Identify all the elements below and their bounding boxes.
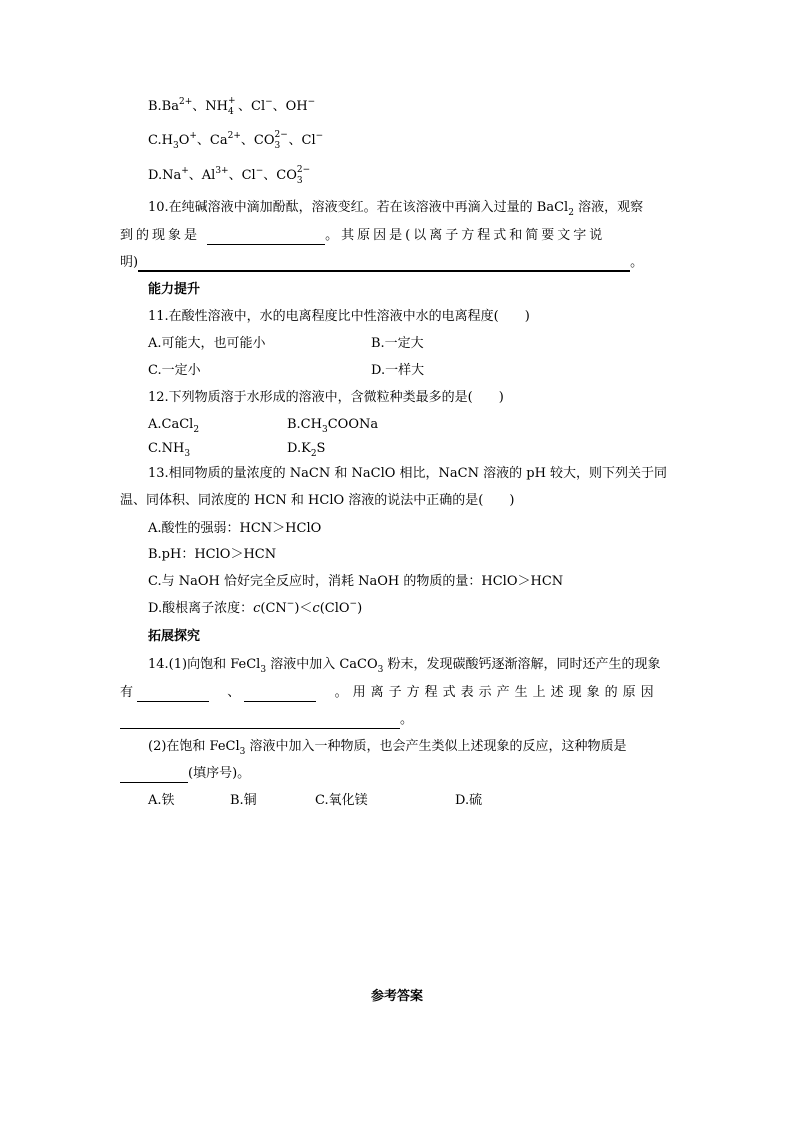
- q10-text: 到的现象是: [120, 228, 201, 243]
- q13-stem-line2: 温、同体积、同浓度的 HCN 和 HClO 溶液的说法中正确的是( ): [120, 493, 515, 508]
- q14-text: 溶液中加入 CaCO: [266, 657, 378, 672]
- q9d-sup: 3+: [215, 166, 229, 176]
- q14-answer-blank-3[interactable]: [120, 714, 400, 729]
- q14-part1-line2: [120, 684, 659, 702]
- q13-option-b: B.pH：HClO＞HCN: [148, 547, 277, 562]
- q12-option-d: [287, 440, 325, 458]
- q13d-text: c: [253, 601, 261, 616]
- q13d-sup: −: [286, 599, 295, 609]
- q9b-supsub: [228, 95, 238, 117]
- q13d-text: (CN: [260, 601, 287, 616]
- q12c-text: C.NH: [148, 441, 185, 456]
- q14-answer-blank-4[interactable]: [120, 768, 188, 783]
- q14-text: 溶液中加入一种物质，也会产生类似上述现象的反应，这种物质是: [245, 739, 627, 754]
- q13d-text: (ClO: [319, 601, 350, 616]
- q12-option-a: [148, 416, 199, 434]
- q14-text: 、: [227, 685, 241, 700]
- q9c-sup: 2+: [227, 131, 241, 141]
- section-heading-ability: 能力提升: [148, 282, 201, 297]
- q10-answer-blank-1[interactable]: [207, 230, 325, 245]
- q13d-text: c: [312, 601, 320, 616]
- q9d-sup: +: [181, 166, 189, 176]
- q14-text: 有: [120, 685, 134, 700]
- q14-sub: 3: [239, 747, 246, 757]
- q12-option-c: [148, 440, 190, 458]
- q9c-text: 、: [240, 133, 254, 148]
- q14-option-a: A.铁: [148, 793, 175, 808]
- q9c-text: CO: [253, 133, 275, 148]
- q9d-sub: 3: [296, 175, 303, 186]
- q10-text: 10.在纯碱溶液中滴加酚酞，溶液变红。若在该溶液中再滴入过量的 BaCl: [148, 200, 569, 215]
- q14-text: (填序号)。: [188, 766, 251, 781]
- q9d-supsub: [296, 164, 311, 186]
- q10-text: 溶液，观察: [573, 200, 644, 215]
- q14-text: 14.(1)向饱和 FeCl: [148, 657, 261, 672]
- q10-text: 。: [630, 255, 644, 270]
- q13d-text: ): [357, 601, 363, 616]
- q14-option-c: C.氧化镁: [315, 793, 368, 808]
- q14-text: (2)在饱和 FeCl: [148, 739, 240, 754]
- q14-option-b: B.铜: [230, 793, 257, 808]
- q9b-sub: 4: [228, 106, 234, 117]
- q14-sub: 3: [260, 665, 267, 675]
- q12b-text: COONa: [327, 417, 379, 432]
- q9c-text: 、Ca: [196, 133, 228, 148]
- q10-text: 明): [120, 255, 139, 270]
- q14-answer-blank-2[interactable]: [244, 687, 316, 702]
- section-heading-extension: 拓展探究: [148, 629, 201, 644]
- q12d-sub: 2: [310, 449, 317, 459]
- q12d-text: S: [316, 441, 326, 456]
- q13d-sup: −: [349, 599, 358, 609]
- q14-part1-line1: [148, 656, 661, 674]
- q11-option-c: C.一定小: [148, 363, 201, 378]
- q9b-sup: +: [228, 95, 236, 106]
- q9c-text: C.H: [148, 133, 173, 148]
- q10-line3: [120, 254, 643, 272]
- q9b-sup: −: [265, 97, 273, 107]
- q9-option-b: [148, 95, 316, 117]
- q12d-text: D.K: [287, 441, 311, 456]
- q13-option-c: C.与 NaOH 恰好完全反应时，消耗 NaOH 的物质的量：HClO＞HCN: [148, 574, 564, 589]
- q13-option-a: A.酸性的强弱：HCN＞HClO: [148, 521, 322, 536]
- q9d-text: 、Al: [188, 168, 216, 183]
- q9d-text: CO: [276, 168, 297, 183]
- q11-option-a: A.可能大，也可能小: [148, 336, 266, 351]
- q9c-sup: +: [189, 131, 197, 141]
- q9-option-d: [148, 164, 311, 186]
- q9b-text: 、OH: [272, 99, 308, 114]
- q9b-sup: −: [307, 97, 316, 107]
- q14-text: 。用离子方程式表示产生上述现象的原因: [334, 685, 659, 700]
- q9c-text: 、Cl: [288, 133, 316, 148]
- q13-option-d: [148, 600, 362, 618]
- answer-heading: 参考答案: [370, 989, 423, 1004]
- q10-text: 。其原因是(以离子方程式和简要文字说: [325, 228, 606, 243]
- q9c-sub: 3: [172, 141, 179, 151]
- q9c-sup: −: [315, 131, 324, 141]
- q9d-text: 、: [263, 168, 277, 183]
- q12b-text: B.CH: [287, 417, 322, 432]
- q9b-text: NH: [205, 99, 229, 114]
- q12-stem: 12.下列物质溶于水形成的溶液中，含微粒种类最多的是( ): [148, 390, 504, 405]
- q12a-sub: 2: [193, 425, 200, 435]
- q9c-sub: 3: [274, 140, 281, 151]
- q11-option-b: B.一定大: [371, 336, 424, 351]
- q11-option-d: D.一样大: [371, 363, 425, 378]
- q12-option-b: [287, 416, 378, 434]
- q9d-text: D.Na: [148, 168, 182, 183]
- q14-answer-blank-1[interactable]: [137, 687, 209, 702]
- q9b-text: 、Cl: [238, 99, 266, 114]
- q10-line1: [148, 199, 643, 217]
- q10-sub: 2: [568, 208, 574, 218]
- q10-line2: [120, 227, 605, 245]
- q12c-sub: 3: [184, 449, 191, 459]
- q10-answer-blank-2[interactable]: [138, 256, 630, 272]
- q9c-supsub: [274, 129, 289, 151]
- q13d-text: )＜: [294, 601, 313, 616]
- q14-part1-line3: [120, 711, 413, 729]
- q13d-text: D.酸根离子浓度：: [148, 601, 254, 616]
- q9d-sup: −: [255, 166, 264, 176]
- q9c-text: O: [178, 133, 190, 148]
- q14-part2-line1: [148, 738, 627, 756]
- q9b-text: 、: [192, 99, 206, 114]
- q9b-sup: 2+: [179, 97, 193, 107]
- q14-text: 粉末，发现碳酸钙逐渐溶解，同时还产生的现象: [383, 657, 661, 672]
- q14-option-d: D.硫: [455, 793, 483, 808]
- q14-part2-line2: [120, 765, 250, 783]
- q9d-text: 、Cl: [228, 168, 256, 183]
- q13-stem-line1: 13.相同物质的量浓度的 NaCN 和 NaClO 相比，NaCN 溶液的 pH 较大，则下列关于同: [148, 466, 668, 481]
- q12a-text: A.CaCl: [148, 417, 194, 432]
- q9d-sup: 2−: [296, 164, 311, 175]
- q14-sub: 3: [377, 665, 384, 675]
- q14-text: 。: [400, 712, 414, 727]
- q11-stem: 11.在酸性溶液中，水的电离程度比中性溶液中水的电离程度( ): [148, 309, 530, 324]
- q12b-sub: 3: [321, 425, 328, 435]
- q9b-text: B.Ba: [148, 99, 179, 114]
- q9-option-c: [148, 129, 324, 151]
- q9c-sup: 2−: [274, 129, 288, 140]
